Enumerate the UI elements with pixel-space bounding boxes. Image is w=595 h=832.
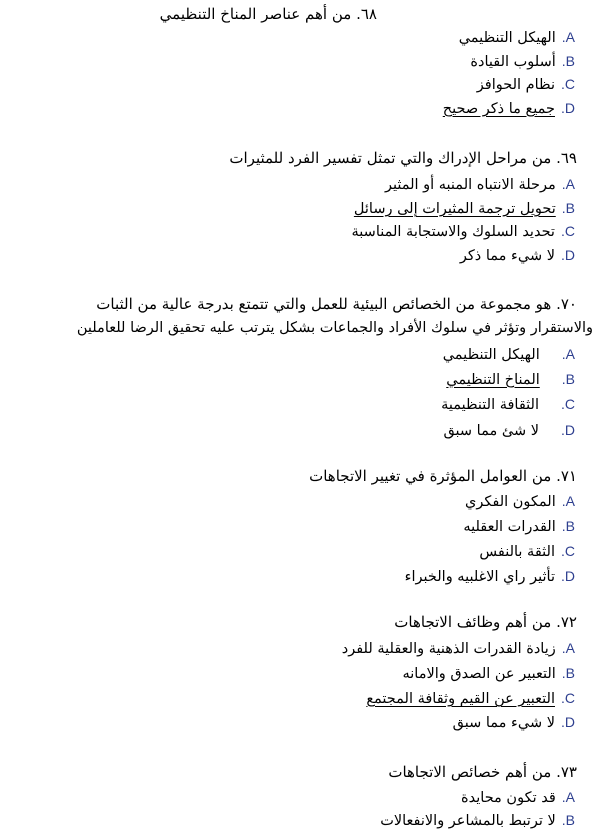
option-69-c	[352, 221, 575, 242]
option-text: القدرات العقليه	[463, 519, 556, 535]
option-letter: A.	[561, 640, 575, 656]
question-text: من العوامل المؤثرة في تغيير الاتجاهات	[309, 467, 552, 485]
option-72-c	[366, 688, 575, 709]
option-letter: C.	[560, 690, 575, 706]
option-text: المكون الفكري	[465, 494, 556, 510]
option-letter: C.	[560, 76, 575, 92]
option-text: الهيكل التنظيمي	[442, 347, 540, 363]
question-number: ٧٠.	[556, 295, 577, 313]
option-text: مرحلة الانتباه المنبه أو المثير	[384, 177, 556, 193]
option-letter: C.	[560, 543, 575, 559]
option-letter: C.	[560, 396, 575, 412]
question-number: ٧١.	[556, 467, 577, 485]
question-68	[160, 4, 377, 24]
option-letter: A.	[561, 29, 575, 45]
option-69-a	[385, 174, 575, 195]
question-number: ٧٢.	[556, 613, 577, 631]
option-letter: D.	[560, 568, 575, 584]
option-letter: B.	[561, 200, 575, 216]
option-text-correct: المناخ التنظيمي	[446, 372, 540, 388]
option-text-correct: جميع ما ذكر صحيح	[442, 101, 555, 117]
option-text: تأثير راي الاغلبيه والخبراء	[404, 569, 555, 585]
option-text: زيادة القدرات الذهنية والعقلية للفرد	[341, 641, 556, 657]
option-text: الثقة بالنفس	[479, 544, 555, 560]
option-text-correct: التعبير عن القيم وثقافة المجتمع	[366, 691, 555, 707]
option-text: الثقافة التنظيمية	[441, 397, 539, 413]
question-number: ٦٩.	[556, 149, 577, 167]
option-letter: A.	[561, 176, 575, 192]
option-71-c	[479, 541, 575, 562]
option-letter: C.	[560, 223, 575, 239]
question-text: من أهم وظائف الاتجاهات	[394, 613, 552, 631]
option-72-b	[403, 663, 576, 684]
option-text-correct: تحويل ترجمة المثيرات إلى رسائل	[353, 201, 556, 217]
option-letter: D.	[560, 100, 575, 116]
option-73-b	[380, 810, 575, 831]
option-letter: B.	[561, 371, 575, 387]
option-70-c	[441, 394, 575, 415]
option-71-d	[405, 566, 575, 587]
option-70-d	[443, 420, 575, 441]
option-text: أسلوب القيادة	[470, 54, 556, 70]
question-70-line2	[77, 318, 593, 338]
question-69	[229, 148, 577, 168]
question-70	[96, 294, 577, 314]
question-73	[388, 762, 577, 782]
option-68-d	[443, 98, 575, 119]
option-69-d	[460, 245, 575, 266]
option-70-b	[446, 369, 575, 390]
option-68-c	[477, 74, 575, 95]
question-text: من أهم عناصر المناخ التنظيمي	[159, 5, 352, 23]
question-number: ٧٣.	[556, 763, 577, 781]
option-letter: B.	[561, 812, 575, 828]
option-text: لا شيء مما سبق	[452, 715, 555, 731]
option-letter: A.	[561, 493, 575, 509]
question-text: من أهم خصائص الاتجاهات	[388, 763, 552, 781]
option-letter: A.	[561, 346, 575, 362]
option-72-d	[453, 712, 575, 733]
option-letter: D.	[560, 247, 575, 263]
option-letter: D.	[560, 714, 575, 730]
option-68-b	[470, 51, 575, 72]
option-70-a	[443, 344, 575, 365]
question-72	[394, 612, 577, 632]
option-69-b	[354, 198, 575, 219]
option-72-a	[342, 638, 575, 659]
option-text: لا شئ مما سبق	[443, 423, 539, 439]
option-71-b	[463, 516, 575, 537]
question-text: من مراحل الإدراك والتي تمثل تفسير الفرد للمثيرات	[229, 149, 552, 167]
option-73-a	[461, 787, 575, 808]
option-text: قد تكون محايدة	[461, 790, 556, 806]
option-letter: B.	[561, 518, 575, 534]
option-68-a	[459, 27, 575, 48]
option-letter: B.	[561, 53, 575, 69]
option-text: لا ترتبط بالمشاعر والانفعالات	[380, 813, 556, 829]
question-text: هو مجموعة من الخصائص البيئية للعمل والتي تتمتع بدرجة عالية من الثبات	[96, 295, 552, 313]
option-letter: D.	[560, 422, 575, 438]
question-text-continued: والاستقرار وتؤثر في سلوك الأفراد والجماعات بشكل يترتب عليه تحقيق الرضا للعاملين	[76, 320, 593, 336]
option-text: التعبير عن الصدق والامانه	[402, 666, 556, 682]
option-71-a	[465, 491, 575, 512]
option-text: تحديد السلوك والاستجابة المناسبة	[351, 224, 555, 240]
option-letter: A.	[561, 789, 575, 805]
option-text: الهيكل التنظيمي	[458, 30, 556, 46]
option-text: نظام الحوافز	[476, 77, 555, 93]
question-number: ٦٨.	[356, 5, 377, 23]
option-text: لا شيء مما ذكر	[459, 248, 555, 264]
option-letter: B.	[561, 665, 575, 681]
question-71	[309, 466, 577, 486]
